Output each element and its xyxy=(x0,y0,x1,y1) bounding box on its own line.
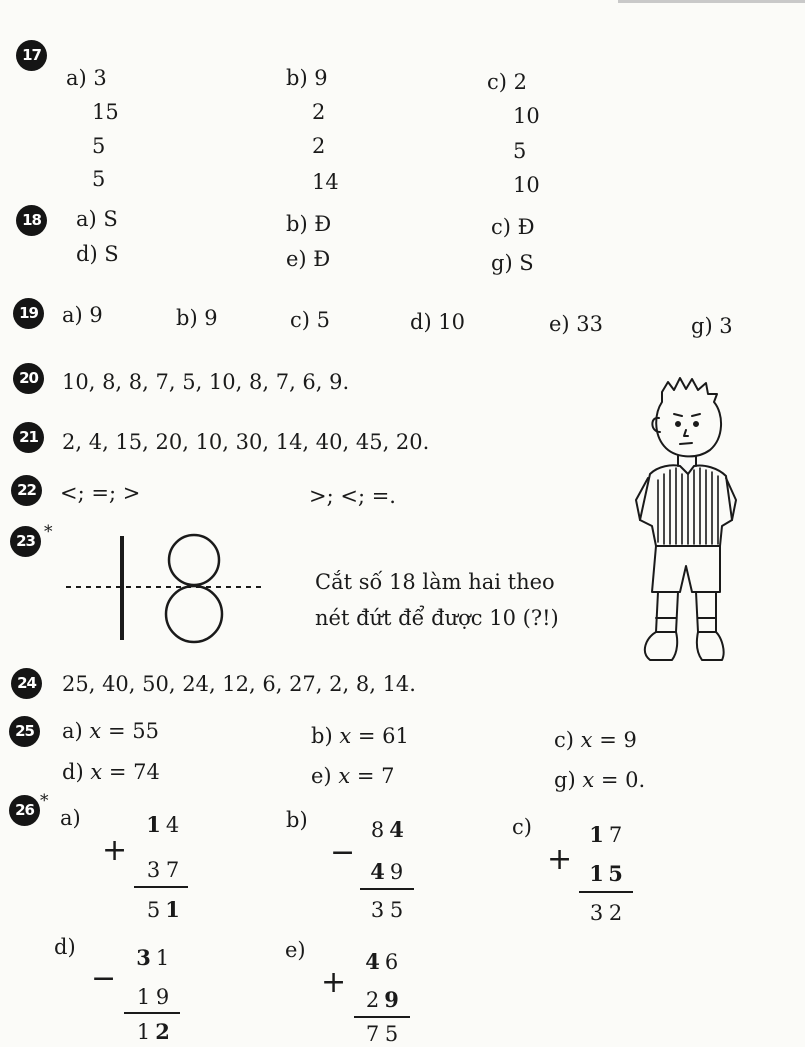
e26d-rule xyxy=(124,1012,180,1014)
e25-item: g) x = 0. xyxy=(554,768,646,792)
e26c-mid: 1 5 xyxy=(589,861,623,886)
e26d-top: 3 1 xyxy=(136,945,170,970)
e17-a-label: a) 3 xyxy=(66,66,107,90)
e17-b-value: 2 xyxy=(312,134,326,158)
e19-item: a) 9 xyxy=(62,303,103,327)
e26c-result: 3 2 xyxy=(589,901,623,925)
e26d-label: d) xyxy=(54,935,76,959)
e26d-result: 1 2 xyxy=(136,1019,170,1044)
e26b-rule xyxy=(360,888,414,890)
exercise-17-badge: 17 xyxy=(16,40,47,71)
e26e-mid: 2 9 xyxy=(365,987,399,1012)
e20-answer: 10, 8, 8, 7, 5, 10, 8, 7, 6, 9. xyxy=(62,370,350,394)
e25-item: a) x = 55 xyxy=(62,719,159,743)
e26a-rule xyxy=(134,886,188,888)
e21-answer: 2, 4, 15, 20, 10, 30, 14, 40, 45, 20. xyxy=(62,430,430,454)
e26c-top: 1 7 xyxy=(589,822,623,847)
exercise-24-badge: 24 xyxy=(11,668,42,699)
e19-item: c) 5 xyxy=(290,308,330,332)
e17-a-value: 5 xyxy=(92,134,106,158)
e23-caption-line2: nét đứt để được 10 (?!) xyxy=(315,606,559,630)
e17-b-value: 2 xyxy=(312,100,326,124)
e23-caption-line1: Cắt số 18 làm hai theo xyxy=(315,570,555,594)
e26c-rule xyxy=(579,891,633,893)
e25-item: b) x = 61 xyxy=(311,724,409,748)
e17-c-value: 5 xyxy=(513,139,527,163)
exercise-26-badge: 26 xyxy=(9,795,40,826)
e26a-result: 5 1 xyxy=(146,897,180,922)
e24-answer: 25, 40, 50, 24, 12, 6, 27, 2, 8, 14. xyxy=(62,672,416,696)
e18-item: e) Đ xyxy=(286,247,331,271)
eight-bottom-loop xyxy=(166,586,222,642)
e17-c-value: 10 xyxy=(513,173,540,197)
e17-a-value: 15 xyxy=(92,100,119,124)
eight-top-loop xyxy=(169,535,219,585)
exercise-18-badge: 18 xyxy=(16,205,47,236)
e26e-label: e) xyxy=(285,938,306,962)
e26e-rule xyxy=(354,1016,410,1018)
e26c-operator: + xyxy=(547,842,573,877)
exercise-25-badge: 25 xyxy=(9,716,40,747)
boy-right-shoe xyxy=(697,632,724,660)
e23-star: * xyxy=(44,522,53,542)
e17-c-value: 10 xyxy=(513,104,540,128)
boy-head xyxy=(656,378,721,456)
exercise-19-badge: 19 xyxy=(13,298,44,329)
e18-item: a) S xyxy=(76,207,118,231)
exercise-22-badge: 22 xyxy=(11,475,42,506)
e18-item: d) S xyxy=(76,242,119,266)
e26b-operator: − xyxy=(330,835,356,870)
e26b-label: b) xyxy=(286,808,308,832)
e26c-label: c) xyxy=(512,815,532,839)
e19-item: b) 9 xyxy=(176,306,218,330)
e26a-top: 1 4 xyxy=(146,812,180,837)
e26e-operator: + xyxy=(321,965,347,1000)
e26d-mid: 1 9 xyxy=(136,985,170,1009)
e26b-mid: 4 9 xyxy=(370,859,404,884)
e26b-top: 8 4 xyxy=(370,817,404,842)
e17-b-value: 14 xyxy=(312,170,339,194)
e25-item: d) x = 74 xyxy=(62,760,160,784)
e26a-label: a) xyxy=(60,806,81,830)
exercise-23-badge: 23 xyxy=(10,526,41,557)
boy-illustration xyxy=(622,370,742,680)
exercise-21-badge: 21 xyxy=(13,422,44,453)
e22-answer-left: <; =; > xyxy=(60,481,141,505)
e26e-top: 4 6 xyxy=(365,949,399,974)
e18-item: g) S xyxy=(491,251,534,275)
e26b-result: 3 5 xyxy=(370,898,404,922)
e25-item: e) x = 7 xyxy=(311,764,395,788)
e26a-operator: + xyxy=(102,833,128,868)
e22-answer-right: >; <; =. xyxy=(309,484,396,508)
e18-item: c) Đ xyxy=(491,215,535,239)
top-edge-rule xyxy=(618,0,805,3)
boy-left-shoe xyxy=(645,632,677,660)
e17-c-label: c) 2 xyxy=(487,70,527,94)
e26a-mid: 3 7 xyxy=(146,858,180,882)
e25-item: c) x = 9 xyxy=(554,728,637,752)
cut-18-figure xyxy=(60,530,270,648)
boy-shorts xyxy=(652,546,720,592)
exercise-20-badge: 20 xyxy=(13,363,44,394)
e26-star: * xyxy=(40,791,49,811)
e17-a-value: 5 xyxy=(92,167,106,191)
e19-item: d) 10 xyxy=(410,310,466,334)
e19-item: g) 3 xyxy=(691,314,733,338)
e26e-result: 7 5 xyxy=(365,1022,399,1046)
e19-item: e) 33 xyxy=(549,312,604,336)
e18-item: b) Đ xyxy=(286,212,332,236)
e26d-operator: − xyxy=(91,961,117,996)
e17-b-label: b) 9 xyxy=(286,66,328,90)
